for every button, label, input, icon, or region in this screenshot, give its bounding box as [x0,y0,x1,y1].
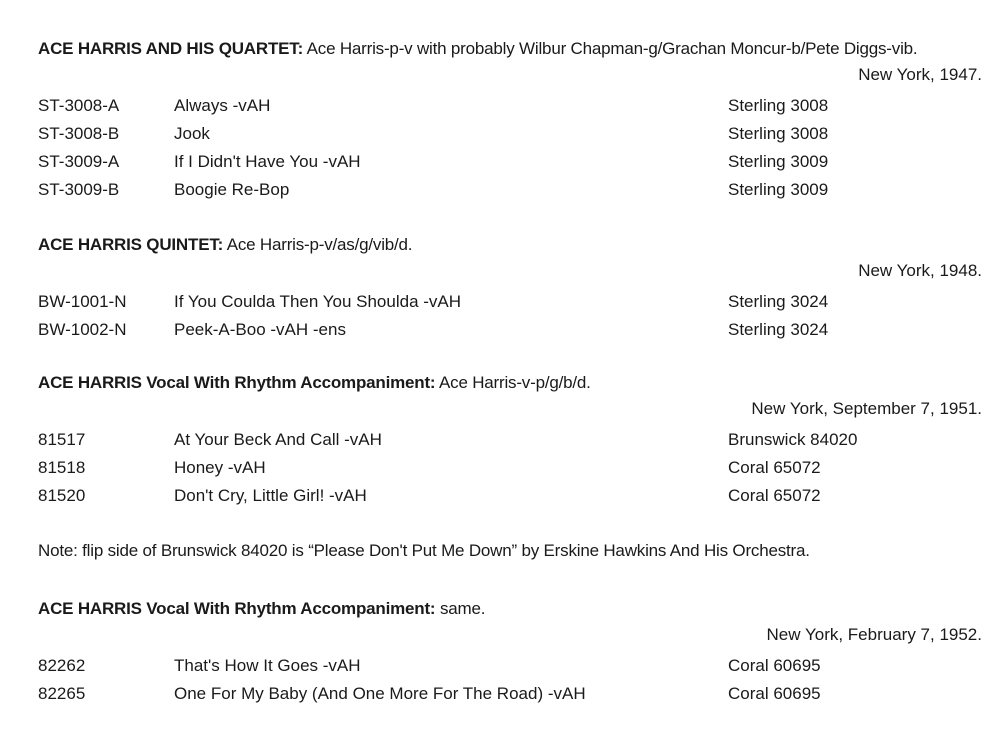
recording-row [38,148,982,176]
record-label: Coral 65072 [728,458,821,477]
matrix-number: 81517 [38,430,86,449]
record-label: Coral 60695 [728,656,821,675]
session-1948-quintet [38,234,982,344]
matrix-number: ST-3008-B [38,124,120,143]
place-date: New York, September 7, 1951. [751,399,982,418]
recording-row [38,680,982,708]
song-title: Don't Cry, Little Girl! -vAH [174,486,367,505]
record-label: Coral 60695 [728,684,821,703]
session-header [38,372,982,394]
place-date: New York, February 7, 1952. [766,625,982,644]
song-title: That's How It Goes -vAH [174,656,361,675]
session-header [38,598,982,620]
song-title: Honey -vAH [174,458,266,477]
recording-list [38,652,982,708]
matrix-number: 81520 [38,486,86,505]
personnel: Ace Harris-v-p/g/b/d. [439,373,591,392]
song-title: If I Didn't Have You -vAH [174,152,361,171]
song-title: Always -vAH [174,96,271,115]
matrix-number: ST-3009-A [38,152,120,171]
record-label: Coral 65072 [728,486,821,505]
session-header [38,38,982,60]
recording-list [38,288,982,344]
recording-row [38,454,982,482]
recording-row [38,176,982,204]
personnel: same. [439,599,486,618]
record-label: Sterling 3024 [728,320,829,339]
group-name: ACE HARRIS QUINTET: [38,235,224,254]
song-title: One For My Baby (And One More For The Road) -vAH [174,684,586,703]
recording-row [38,426,982,454]
group-name: ACE HARRIS Vocal With Rhythm Accompaniment: [38,599,436,618]
recording-row [38,288,982,316]
personnel: Ace Harris-p-v/as/g/vib/d. [226,235,413,254]
matrix-number: BW-1002-N [38,320,127,339]
record-label: Brunswick 84020 [728,430,858,449]
session-1952-vocal [38,598,982,708]
matrix-number: BW-1001-N [38,292,127,311]
song-title: Jook [174,124,210,143]
matrix-number: 81518 [38,458,86,477]
matrix-number: ST-3008-A [38,96,120,115]
personnel: Ace Harris-p-v with probably Wilbur Chapman-g/Grachan Moncur-b/Pete Diggs-vib. [306,39,918,58]
matrix-number: 82262 [38,656,86,675]
place-date: New York, 1948. [858,261,982,280]
record-label: Sterling 3008 [728,96,829,115]
recording-row [38,92,982,120]
song-title: If You Coulda Then You Shoulda -vAH [174,292,462,311]
footnote: Note: flip side of Brunswick 84020 is “Please Don't Put Me Down” by Erskine Hawkins And His Orchestra. [38,541,810,560]
record-label: Sterling 3024 [728,292,829,311]
group-name: ACE HARRIS Vocal With Rhythm Accompaniment: [38,373,436,392]
matrix-number: ST-3009-B [38,180,120,199]
recording-row [38,652,982,680]
place-date: New York, 1947. [858,65,982,84]
record-label: Sterling 3009 [728,180,829,199]
song-title: Boogie Re-Bop [174,180,290,199]
song-title: Peek-A-Boo -vAH -ens [174,320,346,339]
recording-row [38,120,982,148]
group-name: ACE HARRIS AND HIS QUARTET: [38,39,304,58]
session-1951-vocal [38,372,982,510]
record-label: Sterling 3009 [728,152,829,171]
session-1947-quartet [38,38,982,204]
recording-list [38,92,982,204]
recording-list [38,426,982,510]
record-label: Sterling 3008 [728,124,829,143]
recording-row [38,482,982,510]
song-title: At Your Beck And Call -vAH [174,430,382,449]
matrix-number: 82265 [38,684,86,703]
recording-row [38,316,982,344]
session-header [38,234,982,256]
